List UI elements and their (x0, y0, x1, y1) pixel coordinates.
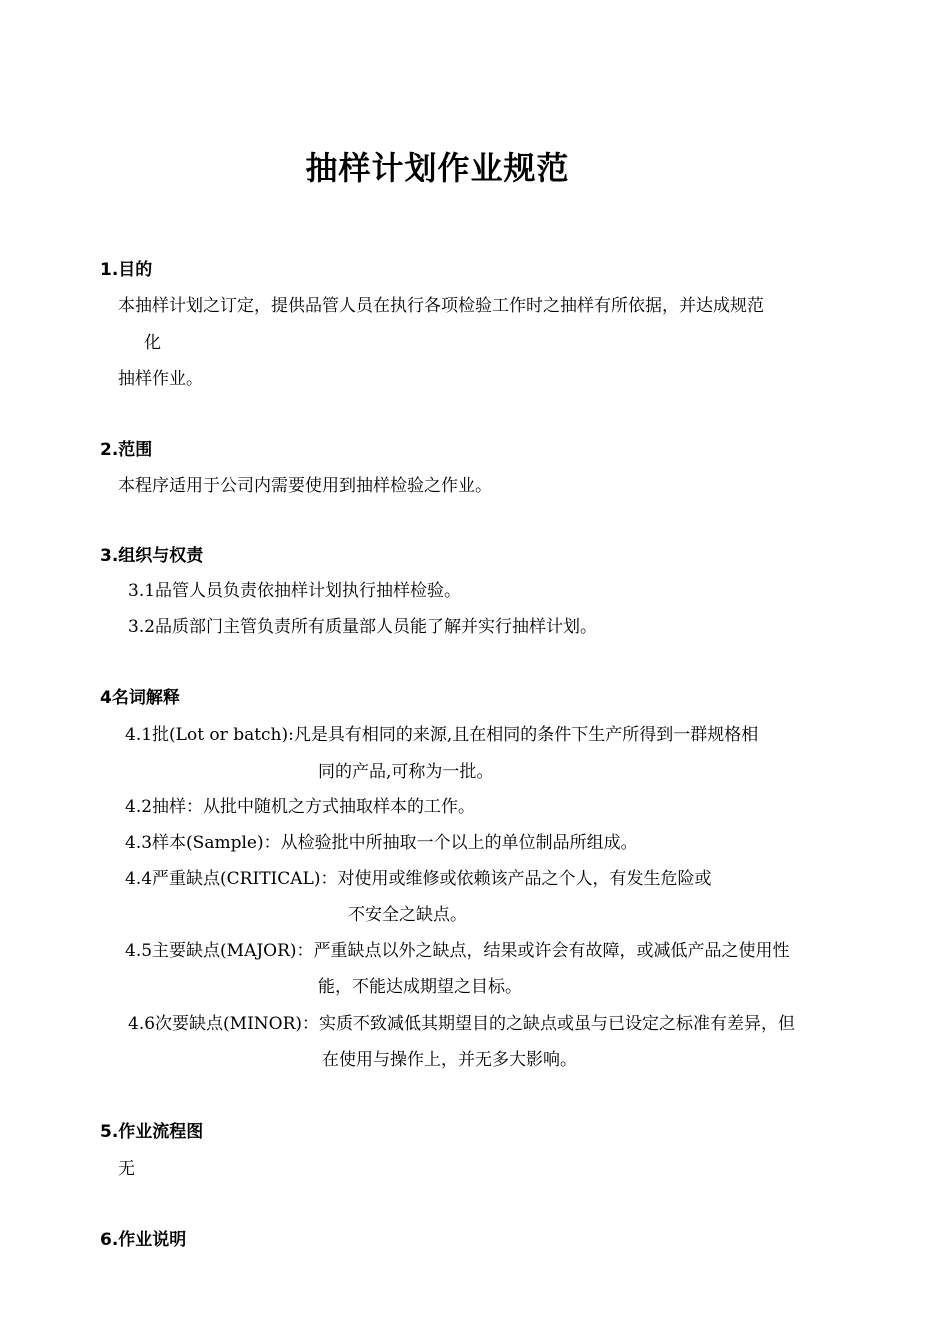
document-title: 抽样计划作业规范 (305, 149, 570, 187)
definition-item: 4.4严重缺点(CRITICAL)：对使用或维修或依赖该产品之个人，有发生危险或 (125, 869, 712, 889)
definition-item-continued: 能，不能达成期望之目标。 (318, 977, 522, 997)
scope-text-line: 本程序适用于公司内需要使用到抽样检验之作业。 (118, 476, 492, 496)
section-heading-instructions: 6.作业说明 (100, 1230, 187, 1250)
definition-item: 4.2抽样：从批中随机之方式抽取样本的工作。 (125, 797, 476, 817)
definition-item-continued: 不安全之缺点。 (348, 905, 467, 925)
flowchart-text: 无 (118, 1159, 135, 1179)
responsibility-item: 3.2品质部门主管负责所有质量部人员能了解并实行抽样计划。 (128, 617, 598, 637)
section-heading-responsibility: 3.组织与权责 (100, 546, 204, 566)
definition-item-continued: 在使用与操作上，并无多大影响。 (322, 1050, 577, 1070)
purpose-text-line: 抽样作业。 (118, 369, 203, 389)
definition-item: 4.5主要缺点(MAJOR)：严重缺点以外之缺点，结果或许会有故障，或减低产品之使用性 (125, 941, 790, 961)
section-heading-flowchart: 5.作业流程图 (100, 1122, 204, 1142)
definition-item: 4.6次要缺点(MINOR)：实质不致减低其期望目的之缺点或虽与已设定之标准有差异，但 (128, 1014, 796, 1034)
purpose-text-line: 本抽样计划之订定，提供品管人员在执行各项检验工作时之抽样有所依据，并达成规范 (118, 296, 764, 316)
responsibility-item: 3.1品管人员负责依抽样计划执行抽样检验。 (128, 581, 462, 601)
definition-item-continued: 同的产品,可称为一批。 (318, 762, 494, 782)
section-heading-definitions: 4名词解释 (100, 688, 180, 708)
section-heading-scope: 2.范围 (100, 440, 153, 460)
definition-item: 4.3样本(Sample)：从检验批中所抽取一个以上的单位制品所组成。 (125, 833, 638, 853)
definition-item: 4.1批(Lot or batch):凡是具有相同的来源,且在相同的条件下生产所得到一群规格相 (125, 725, 759, 745)
section-heading-purpose: 1.目的 (100, 260, 153, 280)
purpose-text-line: 化 (144, 333, 161, 353)
